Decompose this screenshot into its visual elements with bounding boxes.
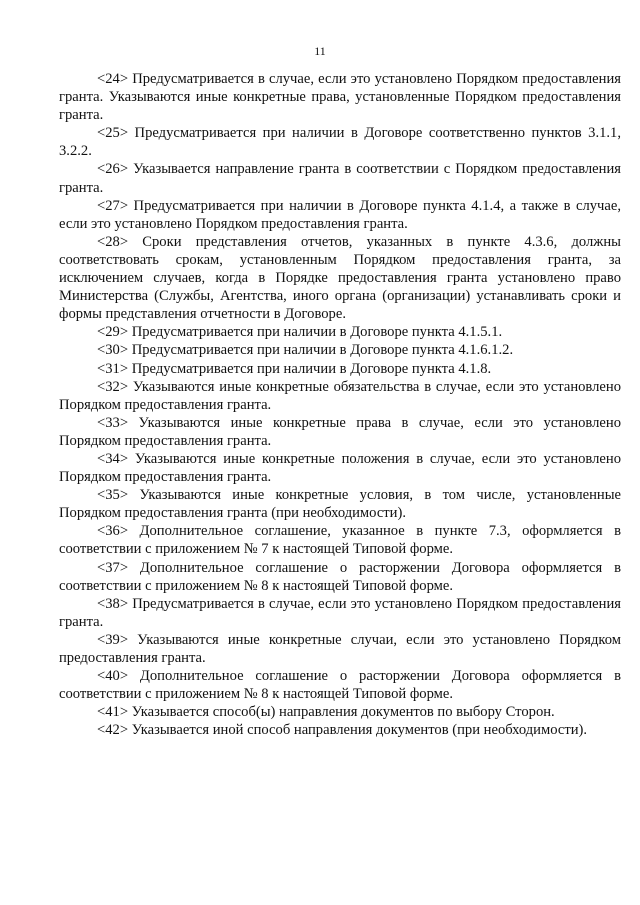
footnote-34: <34> Указываются иные конкретные положения в случае, если это установлено Порядком предоставления гранта. [59, 450, 621, 486]
footnote-25: <25> Предусматривается при наличии в Договоре соответственно пунктов 3.1.1, 3.2.2. [59, 125, 621, 160]
page-number: 11 [314, 44, 326, 58]
footnote-30: <30> Предусматривается при наличии в Договоре пункта 4.1.6.1.2. [97, 342, 514, 359]
footnote-36: <36> Дополнительное соглашение, указанное в пункте 7.3, оформляется в соответствии с приложением № 7 к настоящей Типовой форме. [59, 523, 621, 558]
footnote-37: <37> Дополнительное соглашение о расторжении Договора оформляется в соответствии с приложением № 8 к настоящей Типовой форме. [59, 559, 621, 594]
footnote-40: <40> Дополнительное соглашение о расторжении Договора оформляется в соответствии с приложением № 8 к настоящей Типовой форме. [59, 668, 621, 703]
footnote-33: <33> Указываются иные конкретные права в случае, если это установлено Порядком предоставления гранта. [59, 414, 621, 449]
footnote-42: <42> Указывается иной способ направления документов (при необходимости). [97, 722, 588, 739]
footnote-35: <35> Указываются иные конкретные условия, в том числе, установленные Порядком предоставления гранта (при необходимости). [59, 487, 621, 522]
footnote-41: <41> Указывается способ(ы) направления документов по выбору Сторон. [97, 704, 555, 721]
footnotes-body [59, 70, 621, 739]
footnote-32: <32> Указываются иные конкретные обязательства в случае, если это установлено Порядком предоставления гранта. [59, 378, 621, 413]
footnote-31: <31> Предусматривается при наличии в Договоре пункта 4.1.8. [97, 360, 492, 377]
footnote-27: <27> Предусматривается при наличии в Договоре пункта 4.1.4, а также в случае, если это установлено Порядком предоставления гранта. [59, 197, 621, 232]
footnote-38: <38> Предусматривается в случае, если это установлено Порядком предоставления гранта. [59, 595, 621, 630]
footnote-29: <29> Предусматривается при наличии в Договоре пункта 4.1.5.1. [97, 324, 503, 341]
footnote-26: <26> Указывается направление гранта в соответствии с Порядком предоставления гранта. [59, 161, 621, 196]
footnote-28: <28> Сроки представления отчетов, указанных в пункте 4.3.6, должны соответствовать срокам, установленным Порядком предоставления гранта, за исключением случаев, когда в Порядке предоставления гранта установлено право Министерства (Службы, Агентства, иного органа (организации) устанавливать сроки и формы представления отчетности в Договоре. [59, 233, 621, 323]
footnote-24: <24> Предусматривается в случае, если это установлено Порядком предоставления гранта. Указываются иные конкретные права, установленные Порядком предоставления гранта. [59, 71, 621, 124]
footnote-39: <39> Указываются иные конкретные случаи, если это установлено Порядком предоставления гранта. [59, 631, 621, 666]
